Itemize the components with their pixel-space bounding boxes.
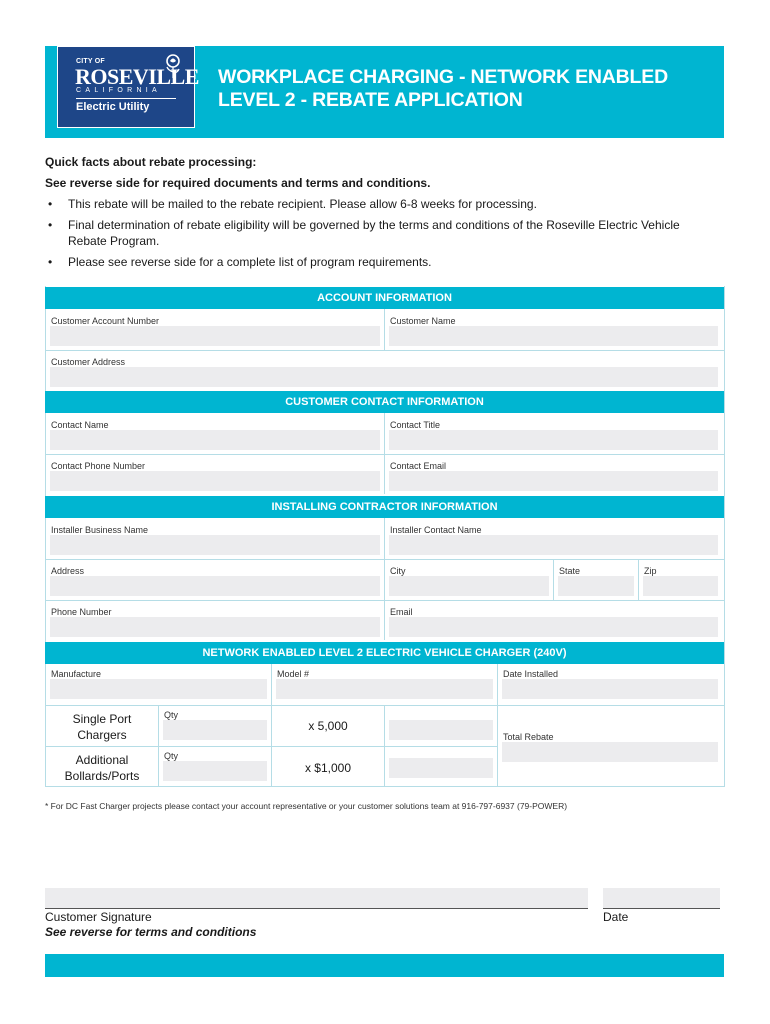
row-divider [45, 350, 724, 351]
single-port-qty-field[interactable] [163, 720, 267, 740]
title-line-2: LEVEL 2 - REBATE APPLICATION [218, 89, 523, 111]
divider [638, 559, 639, 600]
customer-account-number-field[interactable] [50, 326, 380, 346]
single-port-line2: Chargers [77, 728, 127, 742]
section-customer-contact-information: CUSTOMER CONTACT INFORMATION [45, 391, 724, 413]
additional-bollards-label [46, 752, 158, 784]
divider [497, 664, 498, 787]
installer-contact-name-label: Installer Contact Name [390, 525, 482, 535]
installer-state-field[interactable] [558, 576, 634, 596]
bullet-text: Final determination of rebate eligibility will be governed by the terms and conditions of the Roseville Electric Vehicle Rebate Program. [68, 218, 680, 248]
single-port-line1: Single Port [72, 712, 132, 726]
terms-note: See reverse for terms and conditions [45, 925, 257, 939]
customer-account-number-label: Customer Account Number [51, 316, 160, 326]
installer-business-name-field[interactable] [50, 535, 380, 555]
installer-phone-field[interactable] [50, 617, 380, 637]
intro-bullet: • This rebate will be mailed to the rebate recipient. Please allow 6-8 weeks for processing. [48, 197, 537, 211]
customer-signature-field[interactable] [45, 888, 588, 908]
customer-signature-label: Customer Signature [45, 910, 152, 924]
installer-state-label: State [559, 566, 581, 576]
divider [384, 518, 385, 640]
roseville-logo [57, 46, 199, 128]
additional-line2: Bollards/Ports [64, 769, 140, 783]
customer-name-label: Customer Name [390, 316, 456, 326]
row-divider [45, 454, 724, 455]
contact-phone-field[interactable] [50, 471, 380, 491]
customer-address-label: Customer Address [51, 357, 126, 367]
installer-address-label: Address [51, 566, 85, 576]
row-divider [45, 559, 724, 560]
logo-city-of: CITY OF [76, 58, 105, 65]
logo-roseville: ROSEVILLE [75, 64, 199, 89]
installer-phone-label: Phone Number [51, 607, 112, 617]
signature-line [45, 908, 588, 909]
installer-business-name-label: Installer Business Name [51, 525, 149, 535]
total-rebate-field[interactable] [502, 742, 718, 762]
customer-address-field[interactable] [50, 367, 718, 387]
installer-contact-name-field[interactable] [389, 535, 718, 555]
row-divider [45, 746, 497, 747]
form-bottom-border [45, 786, 724, 787]
installer-email-label: Email [390, 607, 413, 617]
footnote: * For DC Fast Charger projects please contact your account representative or your customer solutions team at 916-797-6937 (79-POWER) [45, 801, 568, 811]
intro-bullet: • Final determination of rebate eligibility will be governed by the terms and conditions of the Roseville Electric Vehicle Rebate Program. [48, 218, 680, 248]
bullet-text: Please see reverse side for a complete list of program requirements. [68, 255, 432, 269]
contact-title-field[interactable] [389, 430, 718, 450]
bullet-text: This rebate will be mailed to the rebate recipient. Please allow 6-8 weeks for processing. [68, 197, 537, 211]
installer-email-field[interactable] [389, 617, 718, 637]
rose-icon [162, 53, 184, 79]
divider [384, 309, 385, 350]
model-label: Model # [277, 669, 310, 679]
row-divider [45, 600, 724, 601]
total-rebate-label: Total Rebate [503, 732, 554, 742]
intro-subheading: See reverse side for required documents and terms and conditions. [45, 176, 431, 190]
installer-zip-field[interactable] [643, 576, 718, 596]
intro-bullet: • Please see reverse side for a complete list of program requirements. [48, 255, 432, 269]
date-field[interactable] [603, 888, 720, 908]
additional-rate: x $1,000 [304, 761, 352, 775]
date-installed-label: Date Installed [503, 669, 559, 679]
page-title [218, 66, 708, 112]
logo-electric-utility: Electric Utility [76, 101, 150, 113]
section-installing-contractor-information: INSTALLING CONTRACTOR INFORMATION [45, 496, 724, 518]
logo-divider [76, 98, 176, 99]
additional-line1: Additional [75, 753, 129, 767]
single-port-chargers-label [46, 711, 158, 743]
contact-name-field[interactable] [50, 430, 380, 450]
date-installed-field[interactable] [502, 679, 718, 699]
installer-city-label: City [390, 566, 406, 576]
installer-zip-label: Zip [644, 566, 657, 576]
section-ev-charger: NETWORK ENABLED LEVEL 2 ELECTRIC VEHICLE CHARGER (240V) [45, 642, 724, 664]
manufacture-field[interactable] [50, 679, 267, 699]
contact-email-label: Contact Email [390, 461, 447, 471]
contact-phone-label: Contact Phone Number [51, 461, 146, 471]
model-field[interactable] [276, 679, 493, 699]
date-label: Date [603, 910, 629, 924]
single-port-qty-label: Qty [164, 710, 179, 720]
single-port-amount-field[interactable] [389, 720, 493, 740]
form-right-border [724, 286, 725, 787]
installer-address-field[interactable] [50, 576, 380, 596]
additional-qty-field[interactable] [163, 761, 267, 781]
section-account-information: ACCOUNT INFORMATION [45, 287, 724, 309]
footer-bar [45, 954, 724, 977]
manufacture-label: Manufacture [51, 669, 102, 679]
date-line [603, 908, 720, 909]
installer-city-field[interactable] [389, 576, 549, 596]
contact-email-field[interactable] [389, 471, 718, 491]
divider [553, 559, 554, 600]
intro-heading: Quick facts about rebate processing: [45, 155, 257, 169]
additional-qty-label: Qty [164, 751, 179, 761]
logo-california: CALIFORNIA [76, 87, 162, 94]
customer-name-field[interactable] [389, 326, 718, 346]
contact-title-label: Contact Title [390, 420, 441, 430]
additional-amount-field[interactable] [389, 758, 493, 778]
single-port-rate: x 5,000 [308, 719, 348, 733]
title-line-1: WORKPLACE CHARGING - NETWORK ENABLED [218, 66, 668, 88]
contact-name-label: Contact Name [51, 420, 109, 430]
divider [271, 664, 272, 705]
